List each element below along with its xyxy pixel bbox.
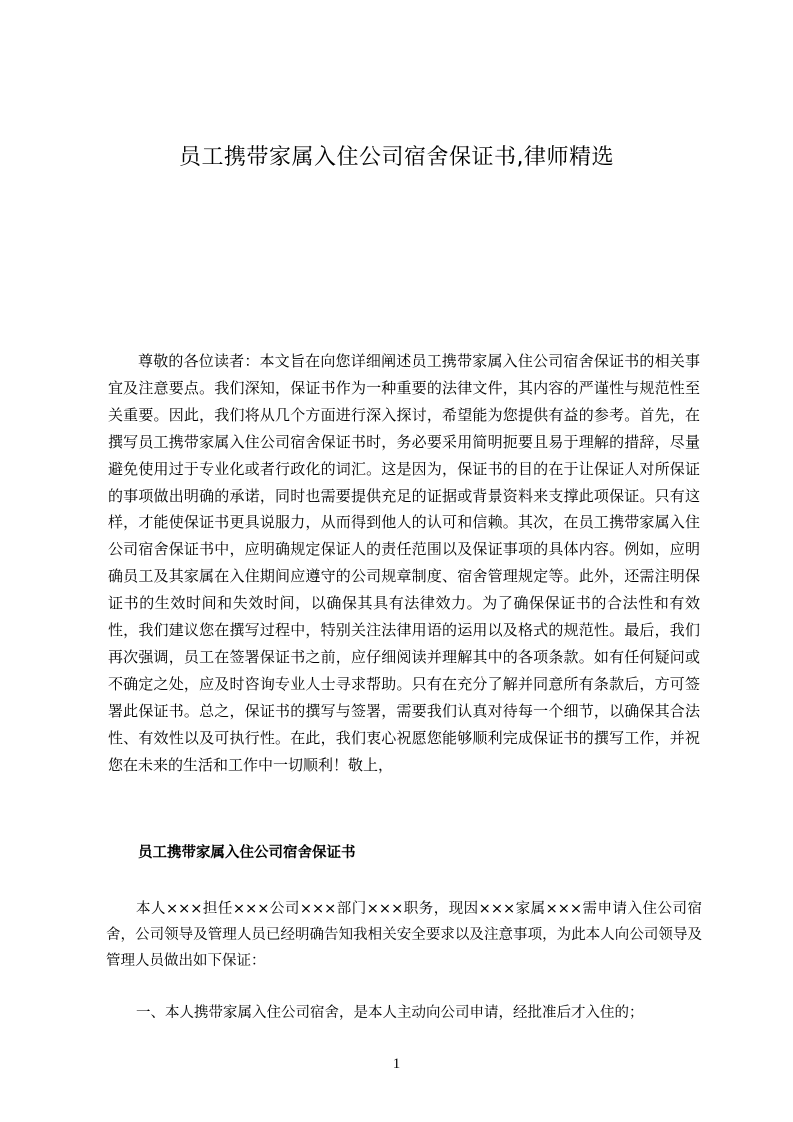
pledge-paragraph: 本人×××担任×××公司×××部门×××职务，现因×××家属×××需申请入住公司宿舍，公司领导及管理人员已经明确告知我相关安全要求以及注意事项，为此本人向公司领导及管理人员做出如下保证： xyxy=(106,901,702,969)
document-title: 员工携带家属入住公司宿舍保证书,律师精选 xyxy=(179,145,614,170)
intro-paragraph: 尊敬的各位读者：本文旨在向您详细阐述员工携带家属入住公司宿舍保证书的相关事宜及注意要点。我们深知，保证书作为一种重要的法律文件，其内容的严谨性与规范性至关重要。因此，我们将从几个方面进行深入探讨，希望能为您提供有益的参考。首先，在撰写员工携带家属入住公司宿舍保证书时，务必要采用简明扼要且易于理解的措辞，尽量避免使用过于专业化或者行政化的词汇。这是因为，保证书的目的在于让保证人对所保证的事项做出明确的承诺，同时也需要提供充足的证据或背景资料来支撑此项保证。只有这样，才能使保证书更具说服力，从而得到他人的认可和信赖。其次，在员工携带家属入住公司宿舍保证书中，应明确规定保证人的责任范围以及保证事项的具体内容。例如，应明确员工及其家属在入住期间应遵守的公司规章制度、宿舍管理规定等。此外，还需注明保证书的生效时间和失效时间，以确保其具有法律效力。为了确保保证书的合法性和有效性，我们建议您在撰写过程中，特别关注法律用语的运用以及格式的规范性。最后，我们再次强调，员工在签署保证书之前，应仔细阅读并理解其中的各项条款。如有任何疑问或不确定之处，应及时咨询专业人士寻求帮助。只有在充分了解并同意所有条款后，方可签署此保证书。总之，保证书的撰写与签署，需要我们认真对待每一个细节，以确保其合法性、有效性以及可执行性。在此，我们衷心祝愿您能够顺利完成保证书的撰写工作，并祝您在未来的生活和工作中一切顺利！敬上， xyxy=(108,352,700,774)
page-number: 1 xyxy=(392,1056,401,1072)
section-heading: 员工携带家属入住公司宿舍保证书 xyxy=(138,845,356,861)
pledge-item-1: 一、本人携带家属入住公司宿舍，是本人主动向公司申请，经批准后才入住的； xyxy=(136,1005,644,1021)
